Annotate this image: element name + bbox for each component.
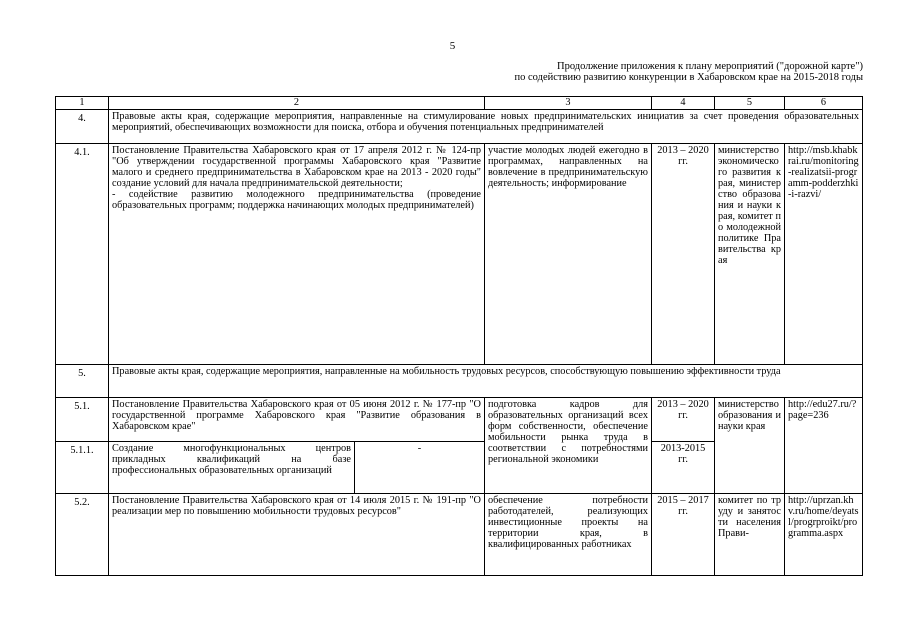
column-header: 3 [485,97,652,110]
row-number: 4. [56,110,109,144]
link-cell[interactable]: http://edu27.ru/?page=236 [785,398,863,494]
legal-act-cell: Создание многофункциональных центров прикладных квалификаций на базе профессиональных образовательных организаций [109,442,355,494]
appendix-subtitle-line-2: по содействию развитию конкуренции в Хабаровском крае на 2015-2018 годы [514,72,863,83]
page-number: 5 [449,40,456,52]
term-cell: 2013 – 2020 гг. [652,144,715,365]
section-row [56,365,863,398]
row-number: 5.2. [56,494,109,576]
executor-cell: министерство образования и науки края [715,398,785,494]
column-header: 5 [715,97,785,110]
row-number: 5.1. [56,398,109,442]
legal-act-cell: Постановление Правительства Хабаровского края от 05 июня 2012 г. № 177-пр "О государственной программе Хабаровского края "Развитие образования в Хабаровском крае" [109,398,485,442]
executor-cell: комитет по труду и занятости населения Прави- [715,494,785,576]
link-cell[interactable]: http://uprzan.khv.ru/home/deyatsl/progrproikt/programma.aspx [785,494,863,576]
column-header: 4 [652,97,715,110]
section-title: Правовые акты края, содержащие мероприятия, направленные на стимулирование новых предпринимательских инициатив за счет проведения образовательных мероприятий, обеспечивающих возможности для поиска, отбора и обучения потенциальных предпринимателей [109,110,863,144]
section-title: Правовые акты края, содержащие мероприятия, направленные на мобильность трудовых ресурсов, способствующую повышению эффективности труда [109,365,863,398]
table-row [56,398,863,442]
column-header: 1 [56,97,109,110]
table-row [56,494,863,576]
column-header: 2 [109,97,485,110]
term-cell: 2015 – 2017 гг. [652,494,715,576]
table-row [56,144,863,365]
action-cell: подготовка кадров для образовательных организаций всех форм собственности, обеспечение мобильности рынка труда в соответствии с потребностями региональной экономики [485,398,652,494]
row-number: 5.1.1. [56,442,109,494]
action-cell: участие молодых людей ежегодно в программах, направленных на вовлечение в предпринимательскую деятельность; информирование [485,144,652,365]
link-cell[interactable]: http://msb.khabkrai.ru/monitoring-realizatsii-programm-podderzhki-i-razvi/ [785,144,863,365]
legal-act-cell: Постановление Правительства Хабаровского края от 17 апреля 2012 г. № 124-пр "Об утверждении государственной программы Хабаровского края "Развитие малого и среднего предпринимательства в Хабаровском крае на 2013 - 2020 годы" создание условий для начала предпринимательской деятельности; - содействие развитию молодежного предпринимательства (проведение образовательных программ; поддержка начинающих молодых предпринимателей) [109,144,485,365]
section-row [56,110,863,144]
column-header: 6 [785,97,863,110]
executor-cell: министерство экономического развития края, министерство образования и науки края, комитет по молодежной политике Правительства края [715,144,785,365]
table-header-row [56,97,863,110]
row-number: 4.1. [56,144,109,365]
empty-value-cell: - [355,442,485,494]
term-cell: 2013-2015 гг. [652,442,715,494]
appendix-subtitle-line-1: Продолжение приложения к плану мероприятий ("дорожной карте") [556,61,863,72]
action-cell: обеспечение потребности работодателей, реализующих инвестиционные проекты на территории края, в квалифицированных работниках [485,494,652,576]
term-cell: 2013 – 2020 гг. [652,398,715,442]
roadmap-table [55,96,863,576]
row-number: 5. [56,365,109,398]
legal-act-cell: Постановление Правительства Хабаровского края от 14 июля 2015 г. № 191-пр "О реализации мер по повышению мобильности трудовых ресурсов" [109,494,485,576]
